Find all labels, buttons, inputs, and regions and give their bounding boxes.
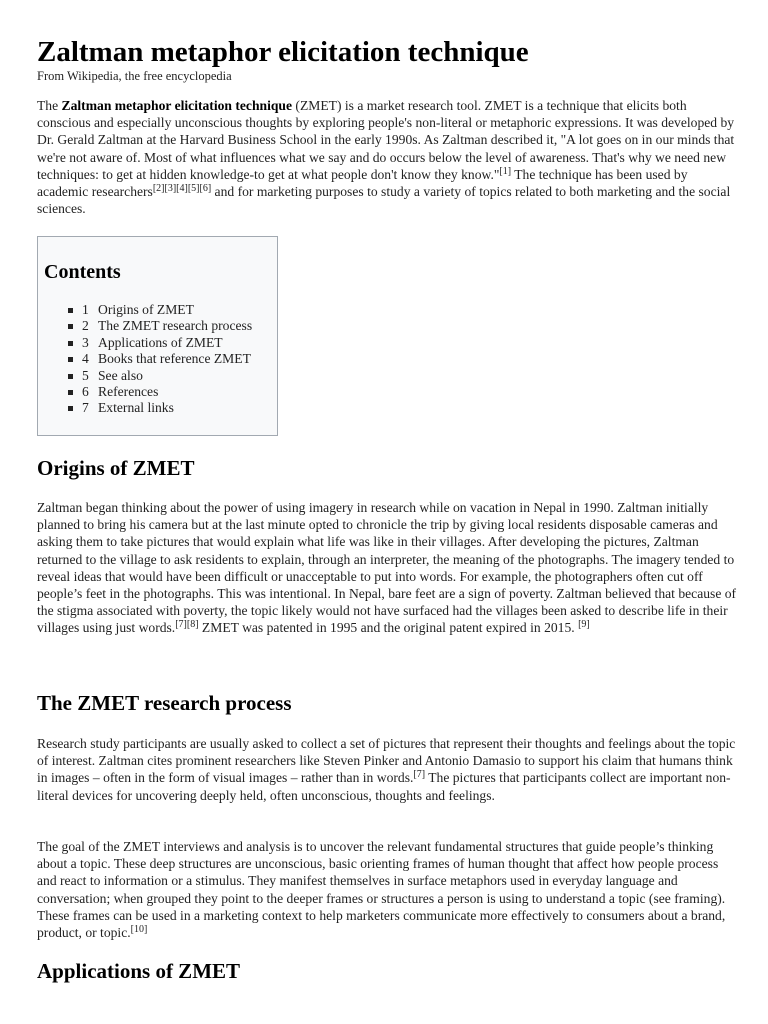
toc-item-books[interactable] <box>66 351 252 367</box>
process-text: The pictures that participants collect are important non-literal devices for uncovering deeply held, often unconscious, thoughts and feelings. <box>37 770 731 803</box>
citation-link[interactable]: [2][3][4][5][6] <box>152 183 212 195</box>
toc-item-number: 1 <box>82 302 89 317</box>
toc-item-number: 7 <box>82 400 89 416</box>
toc-item-references[interactable] <box>66 384 252 400</box>
toc-item-number: 3 <box>82 334 89 350</box>
section-heading-research-process: The ZMET research process <box>37 691 292 715</box>
section-heading-origins: Origins of ZMET <box>37 456 195 480</box>
citation-link[interactable]: [10] <box>130 924 148 936</box>
origins-text: ZMET was patented in 1995 and the original patent expired in 2015. <box>198 620 579 636</box>
toc-item-external-links[interactable] <box>66 400 252 416</box>
toc-item-label: Origins of ZMET <box>98 302 194 317</box>
intro-text: The <box>37 98 62 113</box>
toc-item-see-also[interactable] <box>66 368 252 384</box>
intro-paragraph <box>37 97 737 217</box>
origins-text: Zaltman began thinking about the power of using imagery in research while on vacation in Nepal in 1990. Zaltman initially planned to bring his camera but at the last minute opted to chronicle the trip by giving local residents disposable cameras and asking them to take pictures that would explain what life was like in their villages. After developing the pictures, Zaltman returned to the village to ask residents to explain, through an interpreter, the meaning of the photographs. The imagery tended to reveal ideas that would have been difficult or unacceptable to put into words. For example, the photographers often cut off people’s feet in the photographs. This was intentional. In Nepal, bare feet are a sign of poverty. Zaltman believed that because of the stigma associated with poverty, the topic likely would not have surfaced had the villages been asked to describe life in their villages using just words. <box>37 500 737 636</box>
citation-link[interactable]: [7][8] <box>175 619 199 631</box>
site-tagline: From Wikipedia, the free encyclopedia <box>37 69 232 83</box>
intro-bold-term: Zaltman metaphor elicitation technique <box>61 98 293 113</box>
toc-item-label: See also <box>98 367 143 383</box>
toc-item-applications[interactable] <box>66 335 252 351</box>
toc-item-label: External links <box>98 400 174 416</box>
toc-item-label: The ZMET research process <box>98 318 253 334</box>
toc-title: Contents <box>44 261 121 283</box>
intro-text: and for marketing purposes to study a variety of topics related to both marketing and the social sciences. <box>37 184 731 217</box>
toc-item-label: Books that reference ZMET <box>98 351 251 367</box>
toc-item-number: 2 <box>82 318 89 334</box>
page-title: Zaltman metaphor elicitation technique <box>37 36 529 68</box>
toc-item-label: References <box>98 384 159 400</box>
toc-item-number: 5 <box>82 367 89 383</box>
process-paragraph-1 <box>37 735 737 804</box>
toc-list <box>66 302 252 417</box>
process-text: The goal of the ZMET interviews and analysis is to uncover the relevant fundamental structures that guide people’s thinking about a topic. These deep structures are unconscious, basic orienting frames of human thought that affect how people process and react to information or a stimulus. They manifest themselves in surface metaphors used in everyday language and conversation; when grouped they point to the deeper frames or structures a person is using to understand a topic (see framing). These frames can be used in a marketing context to help marketers communicate more effectively to consumers about a brand, product, or topic. <box>37 839 726 941</box>
toc-item-label: Applications of ZMET <box>98 334 223 350</box>
toc-item-research-process[interactable] <box>66 318 252 334</box>
table-of-contents <box>37 236 278 436</box>
toc-item-number: 6 <box>82 384 89 400</box>
citation-link[interactable]: [9] <box>578 619 590 631</box>
citation-link[interactable]: [1] <box>499 165 512 177</box>
process-text: Research study participants are usually asked to collect a set of pictures that represent their thoughts and feelings about the topic of interest. Zaltman cites prominent researchers like Steven Pinker and Antonio Damasio to support his claim that humans think in images – often in the form of visual images – rather than in words. <box>37 736 736 786</box>
citation-link[interactable]: [7] <box>413 769 426 781</box>
origins-paragraph <box>37 499 737 637</box>
intro-text: The technique has been used by academic researchers <box>37 166 688 200</box>
process-paragraph-2 <box>37 838 737 941</box>
intro-text: (ZMET) is a market research tool. ZMET is a technique that elicits both conscious and especially unconscious thoughts by exploring people's non-literal or metaphoric expressions. It was developed by Dr. Gerald Zaltman at the Harvard Business School in the early 1990s. As Zaltman described it, "A lot goes on in our minds that we're not aware of. Most of what influences what we say and do occurs below the level of awareness. That's why we need new techniques: to get at hidden knowledge-to get at what people don't know they know." <box>37 98 735 182</box>
toc-item-number: 4 <box>82 351 89 367</box>
section-heading-applications: Applications of ZMET <box>37 959 241 983</box>
toc-item-origins[interactable] <box>66 302 252 318</box>
